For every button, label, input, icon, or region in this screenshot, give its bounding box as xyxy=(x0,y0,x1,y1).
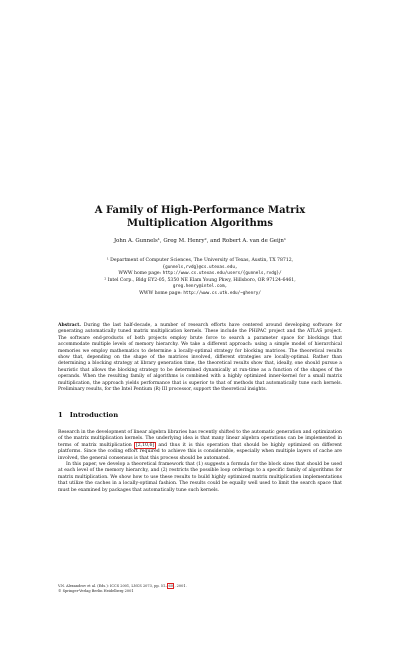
homepage-url-2[interactable]: http://www.cs.utk.edu/~ghenry/ xyxy=(183,290,261,296)
footer-copyright: © Springer-Verlag Berlin Heidelberg 2001 xyxy=(58,589,134,593)
citation-link[interactable]: [2,10,6] xyxy=(135,442,155,448)
abstract-text: During the last half-decade, a number of research efforts have centered around developing software for generating automatically tuned matrix multiplication kernels. These include the PHiPAC project and the ATLAS project. The software end-products of both projects employ brute force to search a parameter space for blockings that accommodate multiple levels of memory hierarchy. We take a different approach: using a simple model of hierarchical memories we employ mathematics to determine a locally-optimal strategy for blocking matrices. The theoretical results show that, depending on the shape of the matrices involved, different strategies are locally-optimal. Rather than determining a blocking strategy at library generation time, the theoretical results show that, ideally, one should pursue a heuristic that allows the blocking strategy to be determined dynamically at run-time as a function of the shapes of the operands. When the resulting family of algorithms is combined with a highly optimized inner-kernel for a small matrix multiplication, the approach yields performance that is superior to that of methods that automatically tune such kernels. Preliminary results, for the Intel Pentium (R) III processor, support the theoretical insights. xyxy=(58,323,342,393)
author-list: John A. Gunnels¹, Greg M. Henry², and Robert A. van de Geijn¹ xyxy=(113,238,287,244)
paper-title xyxy=(80,204,320,230)
affiliation-1-line-1: ¹ Department of Computer Sciences, The University of Texas, Austin, TX 78712, xyxy=(106,258,294,263)
footer-citation: V.N. Alexandrov et al. (Eds.): ICCS 2001, LNCS 2073, pp. 51– 60 , 2001. xyxy=(58,584,187,588)
paragraph-1: Research in the development of linear algebra libraries has recently shifted to the automatic generation and optimization of the matrix multiplication kernels. The underlying idea is that many linear algebra operations can be implemented in terms of matrix multiplication [2,10,6] and thus it is this operation that should be highly optimized on different platforms. Since the coding effort required to achieve this is considerable, especially when multiple layers of cache are involved, the general consensus is that this process should be automated. xyxy=(58,430,342,461)
affiliation-1-email: {gunnels,rvdg}@cs.utexas.edu, xyxy=(162,264,238,270)
page-footer xyxy=(58,584,342,594)
title-line-1: A Family of High-Performance Matrix xyxy=(94,205,306,216)
section-number: 1 xyxy=(58,411,63,419)
affiliation-2-homepage xyxy=(60,291,340,298)
homepage-label: WWW home page: xyxy=(118,271,163,277)
affiliations xyxy=(60,258,340,298)
abstract xyxy=(58,323,342,393)
affiliation-2-line-1: ² Intel Corp., Bldg EY2-05, 5350 NE Elam Young Pkwy, Hillsboro, OR 97124-6461, xyxy=(104,277,296,283)
abstract-label: Abstract. xyxy=(58,323,81,328)
paragraph-2: In this paper, we develop a theoretical framework that (1) suggests a formula for the block sizes that should be used at each level of the memory hierarchy, and (2) restricts the possible loop orderings to a specific family of algorithms for matrix multiplication. We show how to use these results to build highly optimized matrix multiplication implementations that utilize the caches in a locally-optimal fashion. The results could be equally well used to limit the search space that must be examined by packages that automatically tune such kernels. xyxy=(58,462,342,493)
footer-page-link[interactable]: 60 xyxy=(168,584,173,588)
homepage-url-1[interactable]: http://www.cs.utexas.edu/users/{gunnels,rvdg}/ xyxy=(162,271,282,277)
title-line-2: Multiplication Algorithms xyxy=(127,218,273,229)
affiliation-2-email: greg.henry@intel.com, xyxy=(172,284,228,290)
section-body xyxy=(58,430,342,494)
affiliation-1-homepage xyxy=(60,271,340,278)
section-heading xyxy=(58,411,342,419)
section-title: Introduction xyxy=(69,411,119,419)
homepage-label: WWW home page: xyxy=(139,290,184,296)
